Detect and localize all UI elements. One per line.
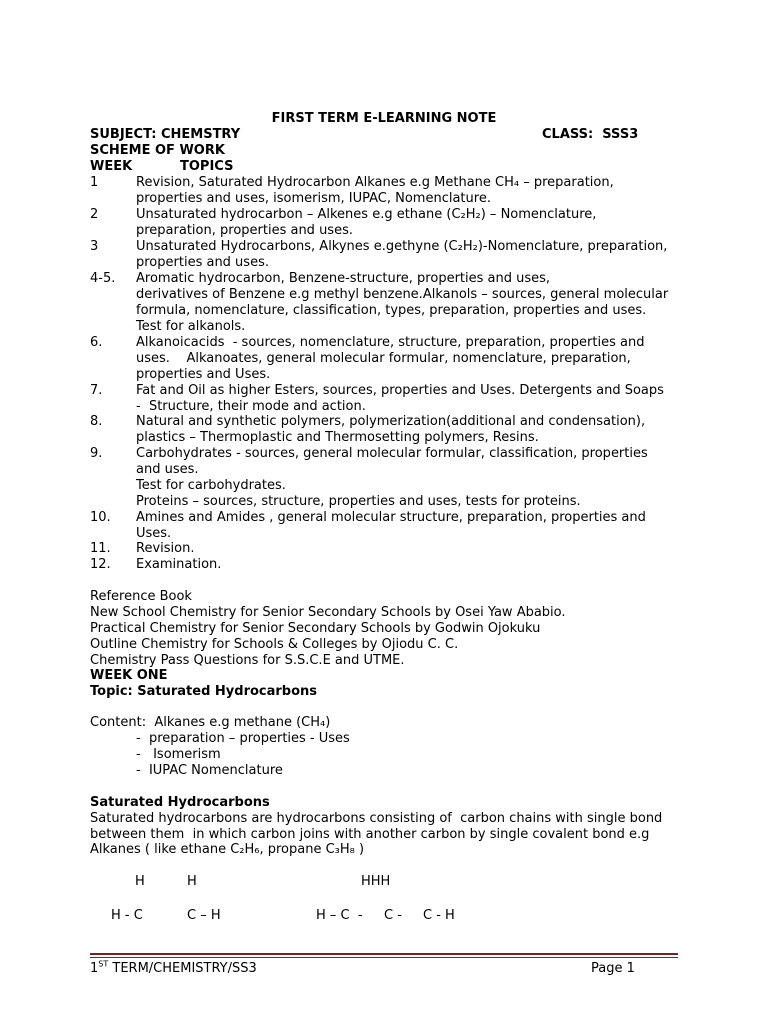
reference-item: Practical Chemistry for Senior Secondary Schools by Godwin Ojokuku [90, 621, 541, 636]
topic-line: properties and uses. [136, 255, 269, 270]
topic-line: preparation, properties and uses. [136, 223, 353, 238]
structure-atom: C – H [187, 908, 221, 923]
week-number: 10. [90, 510, 111, 525]
topic-line: formula, nomenclature, classification, types, preparation, properties and uses. [136, 303, 647, 318]
paragraph-line: between them in which carbon joins with another carbon by single covalent bond e.g [90, 827, 650, 842]
subject-label: SUBJECT: CHEMSTRY [90, 127, 241, 142]
reference-item: New School Chemistry for Senior Secondary Schools by Osei Yaw Ababio. [90, 605, 566, 620]
topics-column-header: TOPICS [180, 159, 234, 174]
footer-term-text: TERM/CHEMISTRY/SS3 [108, 961, 257, 976]
footer-divider-thin [90, 957, 678, 958]
structure-atom: H – C - [316, 908, 363, 923]
topic-line: Uses. [136, 526, 172, 541]
topic-line: - Structure, their mode and action. [136, 399, 366, 414]
content-item: - preparation – properties - Uses [136, 731, 350, 746]
topic-line: Carbohydrates - sources, general molecular formular, classification, properties [136, 446, 648, 461]
topic-line: Test for carbohydrates. [136, 478, 286, 493]
structure-atom: C - H [423, 908, 455, 923]
topic-line: properties and Uses. [136, 367, 271, 382]
content-label: Content: Alkanes e.g methane (CH₄) [90, 715, 331, 730]
topic-line: Natural and synthetic polymers, polymerization(additional and condensation), [136, 414, 646, 429]
week-number: 12. [90, 557, 111, 572]
topic-line: and uses. [136, 462, 199, 477]
topic-line: Examination. [136, 557, 222, 572]
topic-line: derivatives of Benzene e.g methyl benzene.Alkanols – sources, general molecular [136, 287, 669, 302]
week-one-topic: Topic: Saturated Hydrocarbons [90, 684, 318, 699]
paragraph-line: Saturated hydrocarbons are hydrocarbons consisting of carbon chains with single bond [90, 811, 663, 826]
section-heading: Saturated Hydrocarbons [90, 795, 270, 810]
reference-item: Chemistry Pass Questions for S.S.C.E and UTME. [90, 653, 405, 668]
paragraph-line: Alkanes ( like ethane C₂H₆, propane C₃H₈ ) [90, 842, 365, 857]
topic-line: Fat and Oil as higher Esters, sources, properties and Uses. Detergents and Soaps [136, 383, 664, 398]
week-number: 11. [90, 541, 111, 556]
document-title: FIRST TERM E-LEARNING NOTE [271, 111, 497, 126]
content-item: - IUPAC Nomenclature [136, 763, 283, 778]
content-item: - Isomerism [136, 747, 221, 762]
structure-atom: H [187, 874, 197, 889]
structure-atom: C - [384, 908, 402, 923]
week-number: 8. [90, 414, 103, 429]
topic-line: plastics – Thermoplastic and Thermosetting polymers, Resins. [136, 430, 539, 445]
structure-atom: H - C [111, 908, 143, 923]
reference-heading: Reference Book [90, 589, 192, 604]
topic-line: Aromatic hydrocarbon, Benzene-structure, properties and uses, [136, 271, 551, 286]
topic-line: Amines and Amides , general molecular structure, preparation, properties and [136, 510, 646, 525]
topic-line: Unsaturated hydrocarbon – Alkenes e.g ethane (C₂H₂) – Nomenclature, [136, 207, 597, 222]
week-number: 6. [90, 335, 103, 350]
topic-line: Unsaturated Hydrocarbons, Alkynes e.gethyne (C₂H₂)-Nomenclature, preparation, [136, 239, 668, 254]
week-number: 2 [90, 207, 99, 222]
topic-line: Test for alkanols. [136, 319, 246, 334]
footer-term-superscript: ST [98, 959, 109, 969]
topic-line: Proteins – sources, structure, properties and uses, tests for proteins. [136, 494, 581, 509]
week-number: 9. [90, 446, 103, 461]
week-one-heading: WEEK ONE [90, 668, 168, 683]
topic-line: Revision. [136, 541, 195, 556]
reference-item: Outline Chemistry for Schools & Colleges by Ojiodu C. C. [90, 637, 459, 652]
scheme-heading: SCHEME OF WORK [90, 143, 225, 158]
week-number: 3 [90, 239, 99, 254]
topic-line: Alkanoicacids - sources, nomenclature, structure, preparation, properties and [136, 335, 645, 350]
footer-divider [90, 953, 678, 955]
topic-line: uses. Alkanoates, general molecular formular, nomenclature, preparation, [136, 351, 631, 366]
structure-atom: H [135, 874, 145, 889]
topic-line: Revision, Saturated Hydrocarbon Alkanes e.g Methane CH₄ – preparation, [136, 175, 614, 190]
week-number: 1 [90, 175, 99, 190]
footer-term-number: 1 [90, 961, 99, 976]
page-number: Page 1 [591, 961, 635, 976]
footer-term [90, 961, 257, 977]
week-column-header: WEEK [90, 159, 133, 174]
week-number: 7. [90, 383, 103, 398]
structure-atom: HHH [361, 874, 391, 889]
topic-line: properties and uses, isomerism, IUPAC, Nomenclature. [136, 191, 491, 206]
class-label: CLASS: SSS3 [542, 127, 639, 142]
week-number: 4-5. [90, 271, 116, 286]
